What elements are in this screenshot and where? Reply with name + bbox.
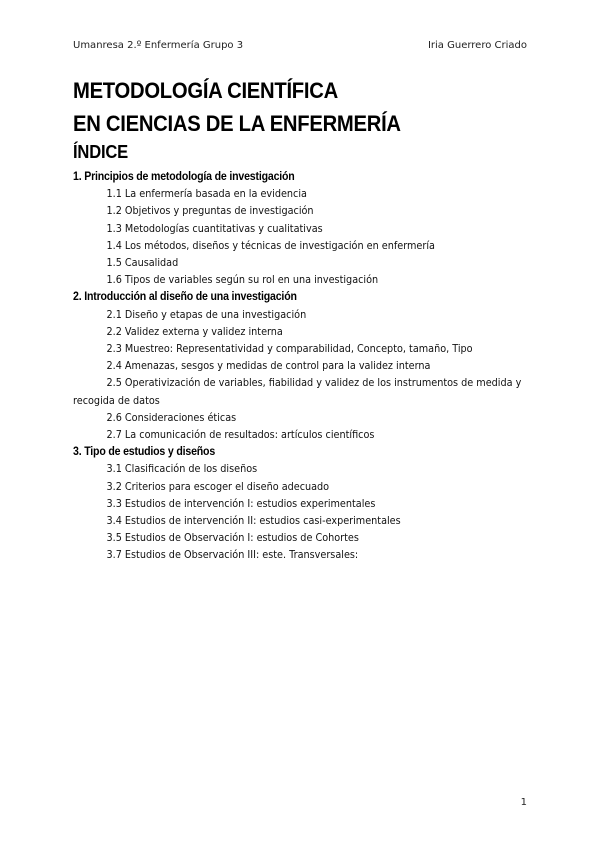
title-line-2: EN CIENCIAS DE LA ENFERMERÍA (73, 111, 401, 136)
index-heading: ÍNDICE (73, 142, 129, 162)
toc-section-title: 1. Principios de metodología de investigación (73, 171, 295, 183)
toc-item: 3.4 Estudios de intervención II: estudios casi-experimentales (106, 515, 401, 528)
toc-item: 3.7 Estudios de Observación III: este. Transversales: (106, 549, 359, 562)
toc-item: 1.1 La enfermería basada en la evidencia (106, 188, 307, 201)
toc-section-2 (73, 289, 533, 444)
toc-item: 1.3 Metodologías cuantitativas y cualitativas (106, 222, 323, 235)
toc-item: 2.1 Diseño y etapas de una investigación (106, 308, 307, 321)
toc-item: 3.2 Criterios para escoger el diseño adecuado (106, 480, 330, 493)
table-of-contents (73, 169, 533, 565)
toc-item: 2.7 La comunicación de resultados: artículos científicos (106, 429, 375, 442)
toc-section-3 (73, 444, 533, 564)
toc-item: 2.4 Amenazas, sesgos y medidas de control para la validez interna (106, 360, 431, 373)
toc-item: 2.3 Muestreo: Representatividad y comparabilidad, Concepto, tamaño, Tipo (106, 343, 473, 355)
toc-section-title: 3. Tipo de estudios y diseños (73, 446, 216, 459)
document-title (73, 74, 401, 140)
toc-section-1 (73, 169, 533, 289)
title-line-1: METODOLOGÍA CIENTÍFICA (73, 78, 338, 103)
toc-item: 1.4 Los métodos, diseños y técnicas de investigación en enfermería (106, 239, 435, 252)
header-author: Iria Guerrero Criado (427, 40, 527, 51)
header-course: Umanresa 2.º Enfermería Grupo 3 (73, 40, 244, 51)
toc-section-title: 2. Introducción al diseño de una investigación (73, 291, 297, 304)
toc-item: 3.1 Clasificación de los diseños (106, 463, 258, 476)
toc-item: 2.2 Validez externa y validez interna (106, 325, 283, 338)
page-number: 1 (520, 797, 527, 808)
toc-item: 3.5 Estudios de Observación I: estudios de Cohortes (106, 532, 359, 545)
toc-item: 1.5 Causalidad (106, 257, 179, 269)
toc-item: 1.6 Tipos de variables según su rol en una investigación (106, 274, 379, 287)
toc-item: 3.3 Estudios de intervención I: estudios experimentales (106, 497, 376, 510)
toc-item: 2.6 Consideraciones éticas (106, 411, 237, 424)
toc-item: 1.2 Objetivos y preguntas de investigación (106, 205, 314, 218)
toc-item: 2.5 Operativización de variables, fiabilidad y validez de los instrumentos de medida y recogida de datos (73, 377, 522, 407)
